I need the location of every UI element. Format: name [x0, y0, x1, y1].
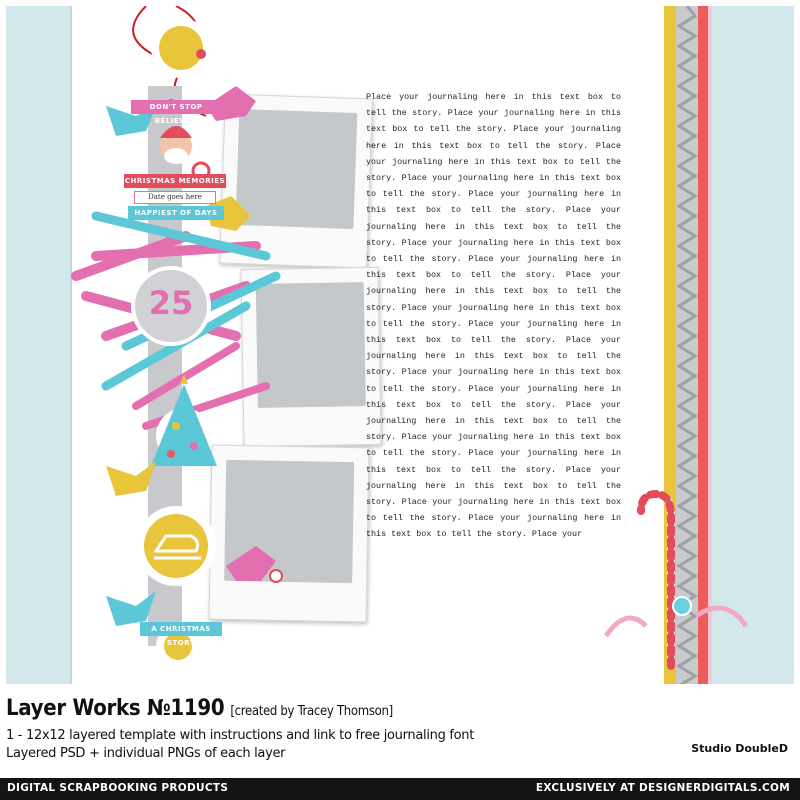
journaling-text-box[interactable]: Place your journaling here in this text box to tell the story. Place your journaling here in this text box to tell the story. Place your journaling here in this text box to tell the story. Place your journaling here in this text box to tell the story. Place your journaling here in this text box to tell the story. Place your journaling here in this text box to tell the story. Place your journaling here in this text box to tell the story. Place your journaling here in this text box to tell the story. Place your journaling here in this text box to tell the story. Place your journaling here in this text box to tell the story. Place your journaling here in this text box to tell the story. Place your journaling here in this text box to tell the story. Place your journaling here in this text box to tell the story. Place your journaling here in this text box to tell the story. Place your journaling here in this text box to tell the story. Place your journaling here in this text box to tell the story. Place your journaling here in this text box to tell the story. Place your journaling here in this text box to tell the story. Place your journaling here in this text box to tell the story. Place your journaling here in this text box to tell the story. Place your journaling here in this text box to tell the story. Place your: [366, 92, 621, 540]
banner-happiest: HAPPIEST OF DAYS: [128, 206, 224, 220]
designer-brand: Studio DoubleD: [691, 742, 788, 755]
product-title-text: Layer Works №1190: [6, 696, 225, 721]
banner-christmas-story: A CHRISTMAS STORY: [140, 622, 222, 636]
store-link[interactable]: EXCLUSIVELY AT DESIGNERDIGITALS.COM: [535, 782, 790, 794]
banner-christmas-memories: CHRISTMAS MEMORIES: [124, 174, 226, 188]
description-line-1: 1 - 12x12 layered template with instructions and link to free journaling font: [6, 728, 475, 743]
embellishment-cluster: [6, 6, 306, 684]
footer-bar-left: DIGITAL SCRAPBOOKING PRODUCTS: [7, 782, 229, 794]
description-line-2: Layered PSD + individual PNGs of each layer: [6, 746, 286, 761]
scrapbook-page: [6, 6, 794, 684]
product-footer: [0, 690, 800, 800]
product-title: [6, 696, 393, 721]
creator-credit: [created by Tracey Thomson]: [230, 704, 393, 719]
footer-bar: [0, 778, 800, 800]
banner-dont-stop: DON'T STOP BELIEVIN': [131, 100, 221, 114]
date-label: Date goes here: [134, 191, 216, 204]
number-25-label: 25: [148, 284, 194, 322]
